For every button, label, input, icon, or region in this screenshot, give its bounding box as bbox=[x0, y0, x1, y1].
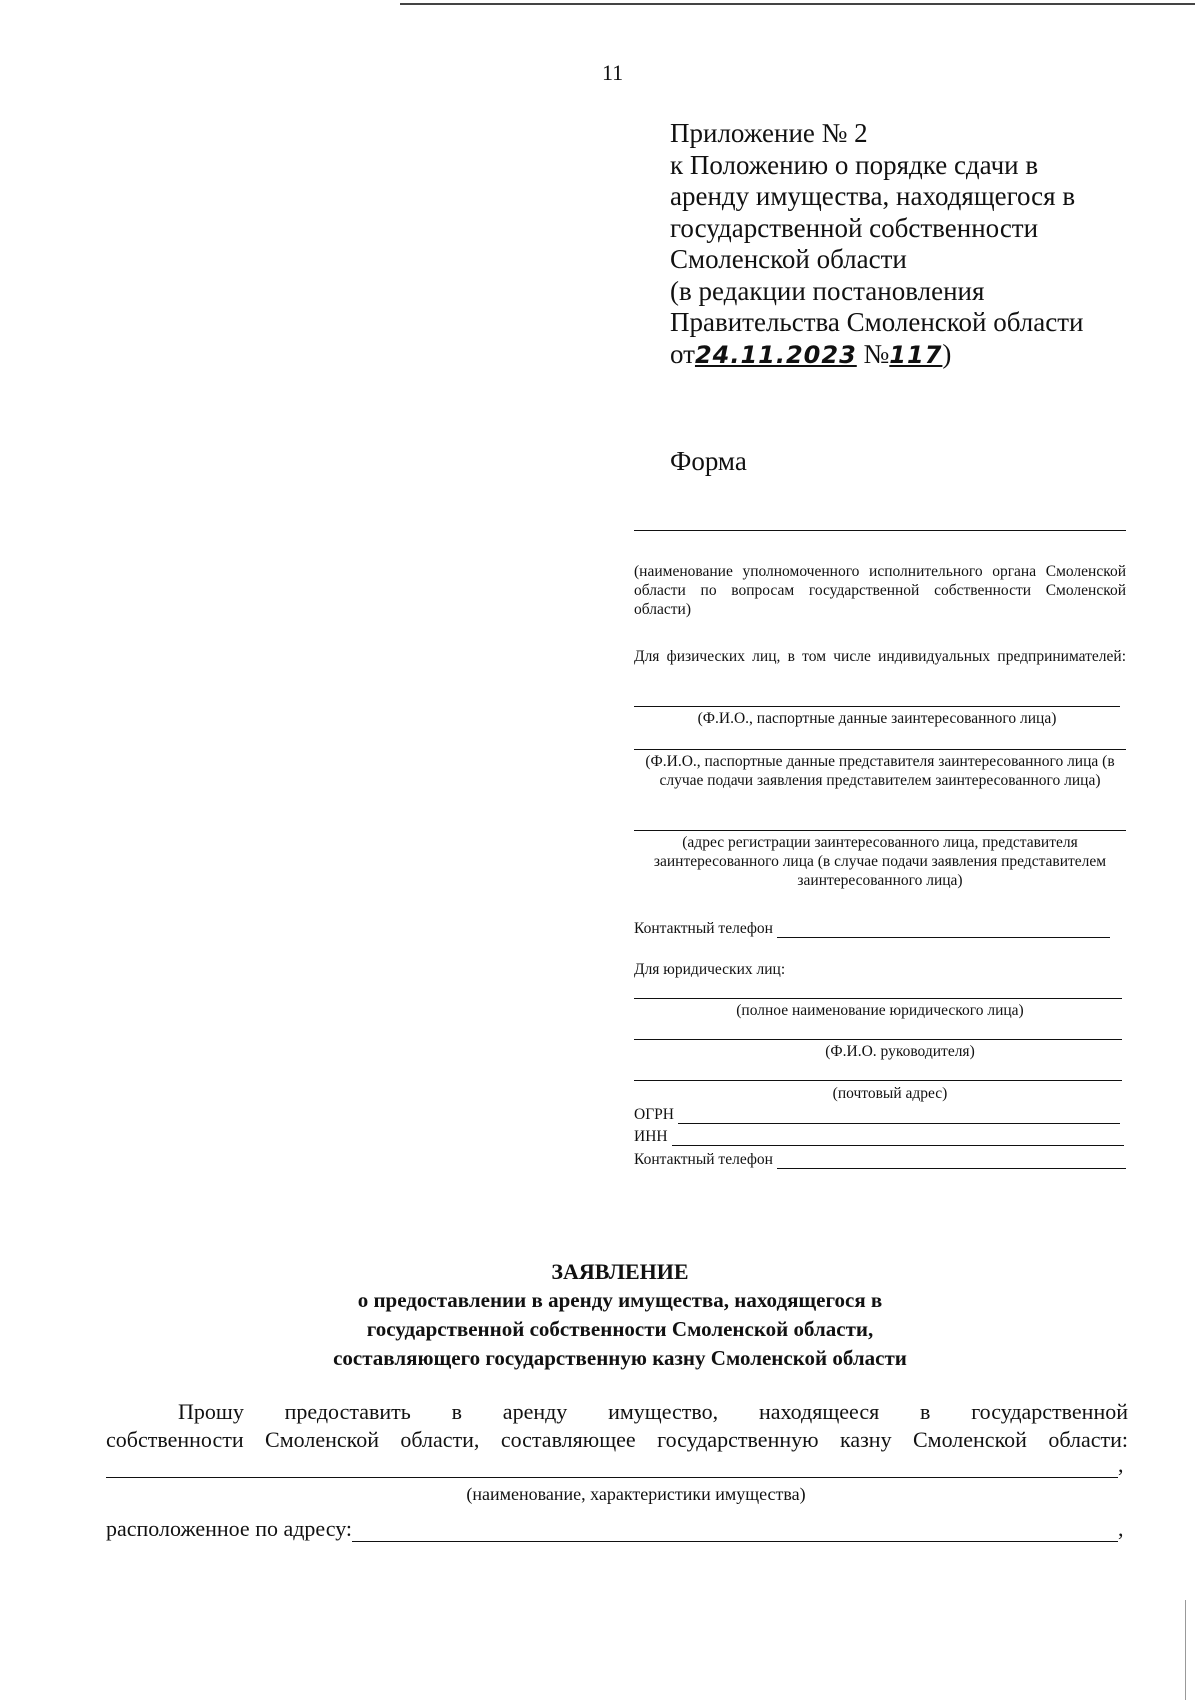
address-comma: , bbox=[1118, 1516, 1124, 1541]
inn-label: ИНН bbox=[634, 1128, 668, 1145]
statement-title: ЗАЯВЛЕНИЕ bbox=[551, 1259, 689, 1284]
address-caption: (адрес регистрации заинтересованного лица, представителя заинтересованного лица (в случае подачи заявления представителем заинтересованного лица) bbox=[653, 834, 1107, 889]
address-fill-row bbox=[106, 1512, 1128, 1542]
address-input-line[interactable] bbox=[352, 1531, 1118, 1542]
statement-subtitle-line: составляющего государственную казну Смоленской области bbox=[333, 1346, 907, 1370]
scan-top-edge-line bbox=[400, 3, 1195, 5]
appendix-block bbox=[670, 118, 1140, 371]
appendix-line: Смоленской области bbox=[670, 244, 907, 274]
property-fill-row bbox=[106, 1448, 1128, 1478]
authority-fill-line bbox=[634, 530, 1126, 531]
person-caption: (Ф.И.О., паспортные данные заинтересованного лица) bbox=[697, 710, 1057, 727]
appendix-line: (в редакции постановления bbox=[670, 275, 985, 306]
closing-paren: ) bbox=[942, 338, 952, 369]
request-line-1: Прошу предоставить в аренду имущество, находящееся в государственной bbox=[178, 1399, 1128, 1424]
representative-caption: (Ф.И.О., паспортные данные представителя заинтересованного лица (в случае подачи заявления представителем заинтересованного лица) bbox=[645, 753, 1115, 789]
address-fill-line bbox=[634, 830, 1126, 831]
appendix-line: аренду имущества, находящегося в bbox=[670, 181, 1076, 211]
legal-phone-field-row bbox=[634, 1149, 1126, 1169]
scan-right-edge-mark bbox=[1185, 1600, 1186, 1700]
head-fill-line bbox=[634, 1039, 1122, 1040]
representative-fill-line bbox=[634, 749, 1126, 750]
handwritten-date: 24.11.2023 bbox=[694, 340, 857, 369]
authority-caption: (наименование уполномоченного исполнительного органа Смоленской области по вопросам государственной собственности Смоленской области) bbox=[634, 563, 1126, 618]
statement-subtitle-line: государственной собственности Смоленской области, bbox=[366, 1317, 874, 1341]
appendix-line: Приложение № 2 bbox=[670, 118, 868, 148]
head-caption: (Ф.И.О. руководителя) bbox=[825, 1043, 975, 1060]
individuals-heading: Для физических лиц, в том числе индивидуальных предпринимателей: bbox=[634, 648, 1126, 665]
number-label: № bbox=[863, 338, 890, 369]
property-caption: (наименование, характеристики имущества) bbox=[466, 1484, 806, 1504]
legal-phone-label: Контактный телефон bbox=[634, 1151, 773, 1168]
address-label: расположенное по адресу: bbox=[106, 1516, 353, 1541]
form-label: Форма bbox=[670, 446, 747, 476]
legal-phone-input-line[interactable] bbox=[777, 1154, 1126, 1169]
inn-field-row bbox=[634, 1126, 1124, 1146]
phone-input-line[interactable] bbox=[777, 923, 1110, 938]
inn-input-line[interactable] bbox=[672, 1131, 1124, 1146]
page-number: 11 bbox=[602, 60, 624, 85]
handwritten-number: 117 bbox=[889, 340, 943, 369]
legal-name-caption: (полное наименование юридического лица) bbox=[736, 1002, 1024, 1019]
phone-label: Контактный телефон bbox=[634, 920, 773, 937]
appendix-line: государственной собственности bbox=[670, 212, 1039, 243]
legal-name-fill-line bbox=[634, 998, 1122, 999]
legal-heading: Для юридических лиц: bbox=[634, 961, 786, 978]
ogrn-input-line[interactable] bbox=[678, 1109, 1120, 1124]
ogrn-field-row bbox=[634, 1104, 1120, 1124]
resolution-date-line bbox=[670, 339, 1140, 372]
appendix-line: Правительства Смоленской области bbox=[670, 307, 1084, 337]
request-line-2: собственности Смоленской области, составляющее государственную казну Смоленской области: bbox=[106, 1427, 1128, 1452]
property-input-line[interactable] bbox=[106, 1467, 1118, 1478]
date-prefix: от bbox=[670, 338, 695, 369]
property-comma: , bbox=[1118, 1452, 1124, 1477]
ogrn-label: ОГРН bbox=[634, 1106, 674, 1123]
appendix-line: к Положению о порядке сдачи в bbox=[670, 149, 1039, 180]
person-fill-line bbox=[634, 706, 1120, 707]
postal-fill-line bbox=[634, 1080, 1122, 1081]
statement-subtitle-line: о предоставлении в аренду имущества, находящегося в bbox=[357, 1288, 883, 1312]
postal-caption: (почтовый адрес) bbox=[832, 1085, 948, 1102]
phone-field-row bbox=[634, 918, 1110, 938]
